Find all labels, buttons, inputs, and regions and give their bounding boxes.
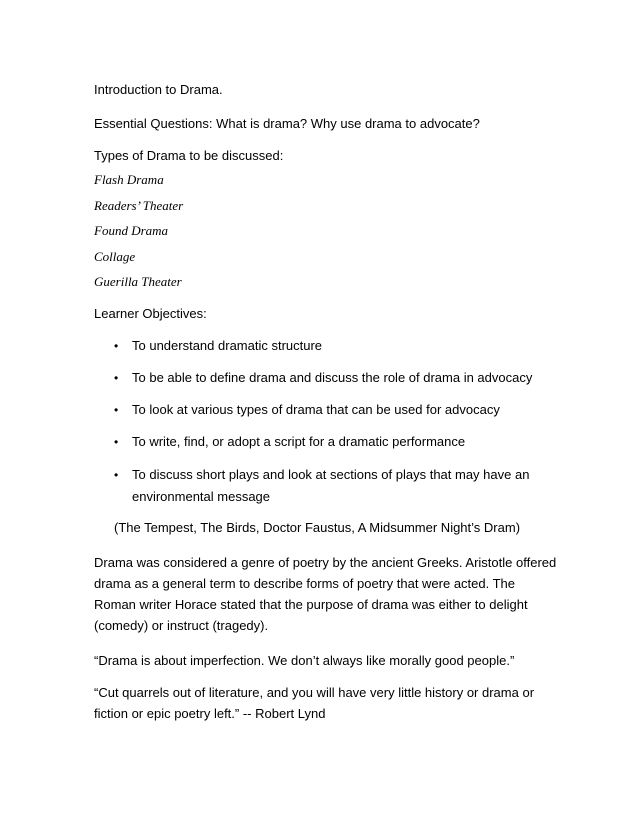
objective-item: To look at various types of drama that can be used for advocacy [132, 402, 500, 417]
essential-questions: Essential Questions: What is drama? Why use drama to advocate? [94, 116, 480, 131]
quote-lynd-line: “Cut quarrels out of literature, and you will have very little history or drama or [94, 685, 535, 700]
type-item-guerilla-theater: Guerilla Theater [94, 274, 182, 289]
quote-imperfection: “Drama is about imperfection. We don’t always like morally good people.” [94, 653, 515, 668]
plays-note: (The Tempest, The Birds, Doctor Faustus, A Midsummer Night’s Dram) [114, 520, 521, 535]
objective-item: To write, find, or adopt a script for a dramatic performance [132, 434, 466, 449]
quote-lynd-line: fiction or epic poetry left.” -- Robert Lynd [94, 706, 326, 721]
paragraph-line: Drama was considered a genre of poetry by the ancient Greeks. Aristotle offered [94, 555, 557, 570]
types-heading: Types of Drama to be discussed: [94, 148, 284, 163]
objective-item: To discuss short plays and look at sections of plays that may have an [132, 467, 530, 482]
objective-item-continuation: environmental message [132, 489, 271, 504]
bullet-icon: • [114, 435, 119, 449]
type-item-flash-drama: Flash Drama [94, 172, 164, 187]
type-item-readers-theater: Readers’ Theater [94, 198, 184, 213]
paragraph-line: drama as a general term to describe forms of poetry that were acted. The [94, 576, 516, 591]
bullet-icon: • [114, 371, 119, 385]
paragraph-line: Roman writer Horace stated that the purpose of drama was either to delight [94, 597, 528, 612]
type-item-collage: Collage [94, 249, 136, 264]
objective-item: To understand dramatic structure [132, 338, 323, 353]
bullet-icon: • [114, 403, 119, 417]
objectives-heading: Learner Objectives: [94, 306, 207, 321]
paragraph-line: (comedy) or instruct (tragedy). [94, 618, 269, 633]
bullet-icon: • [114, 339, 119, 353]
objective-item: To be able to define drama and discuss the role of drama in advocacy [132, 370, 533, 385]
document-title: Introduction to Drama. [94, 82, 223, 97]
bullet-icon: • [114, 468, 119, 482]
type-item-found-drama: Found Drama [94, 223, 169, 238]
